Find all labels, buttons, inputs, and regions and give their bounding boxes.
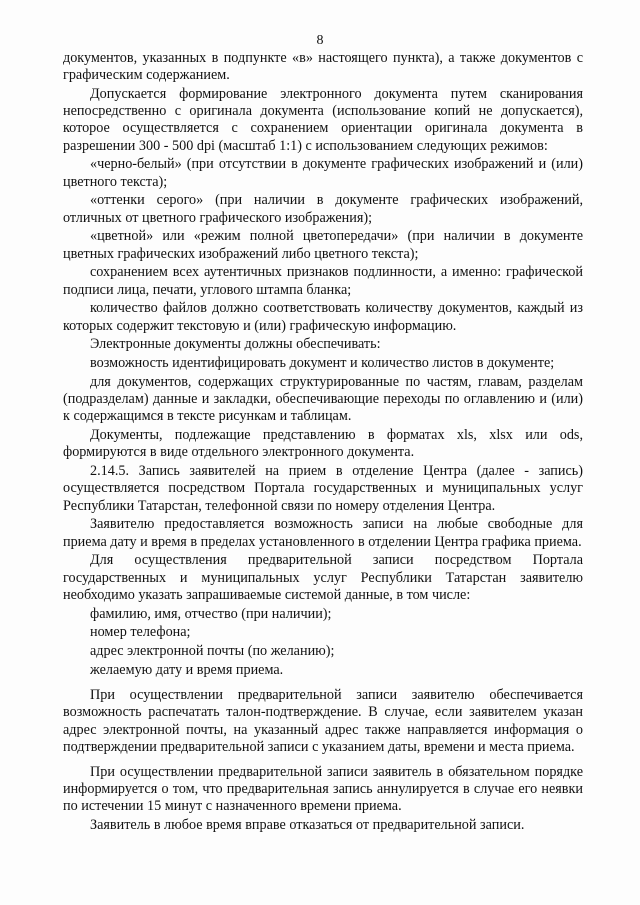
- list-item: номер телефона;: [90, 624, 191, 641]
- paragraph: При осуществлении предварительной записи заявителю обеспечивается возможность распечатать талон-подтверждение. В случае, если заявителем указан адрес электронной почты, на указанный адрес также направляется информация о подтверждении предварительной записи с указанием даты, времени и места приема.: [63, 687, 583, 755]
- list-item: для документов, содержащих структурированные по частям, главам, разделам (подразделам) данные и закладки, обеспечивающие переходы по оглавлению и (или) к содержащимся в тексте рисункам и таблицам.: [63, 374, 583, 425]
- paragraph: Для осуществления предварительной записи посредством Портала государственных и муниципальных услуг Республики Татарстан заявителю необходимо указать запрашиваемые системой данные, в том числе:: [63, 552, 583, 603]
- paragraph: документов, указанных в подпункте «в» настоящего пункта), а также документов с графическим содержанием.: [63, 50, 583, 84]
- document-body: [63, 50, 583, 836]
- paragraph: Допускается формирование электронного документа путем сканирования непосредственно с оригинала документа (использование копий не допускается), которое осуществляется с сохранением ориентации оригинала документа в разрешении 300 - 500 dpi (масштаб 1:1) с использованием следующих режимов:: [63, 86, 583, 154]
- paragraph: Электронные документы должны обеспечивать:: [90, 336, 381, 353]
- page-number: 8: [316, 33, 324, 48]
- list-item: «цветной» или «режим полной цветопередачи» (при наличии в документе цветных графических изображений либо цветного текста);: [63, 228, 583, 262]
- list-item: сохранением всех аутентичных признаков подлинности, а именно: графической подписи лица, печати, углового штампа бланка;: [63, 264, 583, 298]
- paragraph: Заявителю предоставляется возможность записи на любые свободные для приема дату и время в пределах установленного в отделении Центра графика приема.: [63, 516, 583, 550]
- list-item: фамилию, имя, отчество (при наличии);: [90, 605, 332, 622]
- paragraph: При осуществлении предварительной записи заявитель в обязательном порядке информируется о том, что предварительная запись аннулируется в случае его неявки по истечении 15 минут с назначенного времени приема.: [63, 764, 583, 815]
- list-item: адрес электронной почты (по желанию);: [90, 643, 335, 660]
- list-item: возможность идентифицировать документ и количество листов в документе;: [90, 355, 555, 372]
- list-item: «оттенки серого» (при наличии в документе графических изображений, отличных от цветного графического изображения);: [63, 192, 583, 226]
- list-item: количество файлов должно соответствовать количеству документов, каждый из которых содержит текстовую и (или) графическую информацию.: [63, 300, 583, 334]
- list-item: «черно-белый» (при отсутствии в документе графических изображений и (или) цветного текста);: [63, 156, 583, 190]
- list-item: желаемую дату и время приема.: [90, 662, 284, 678]
- section-paragraph: 2.14.5. Запись заявителей на прием в отделение Центра (далее - запись) осуществляется посредством Портала государственных и муниципальных услуг Республики Татарстан, телефонной связи по номеру отделения Центра.: [63, 463, 583, 514]
- paragraph: Заявитель в любое время вправе отказаться от предварительной записи.: [90, 817, 525, 834]
- paragraph: Документы, подлежащие представлению в форматах xls, xlsx или ods, формируются в виде отдельного электронного документа.: [63, 427, 583, 461]
